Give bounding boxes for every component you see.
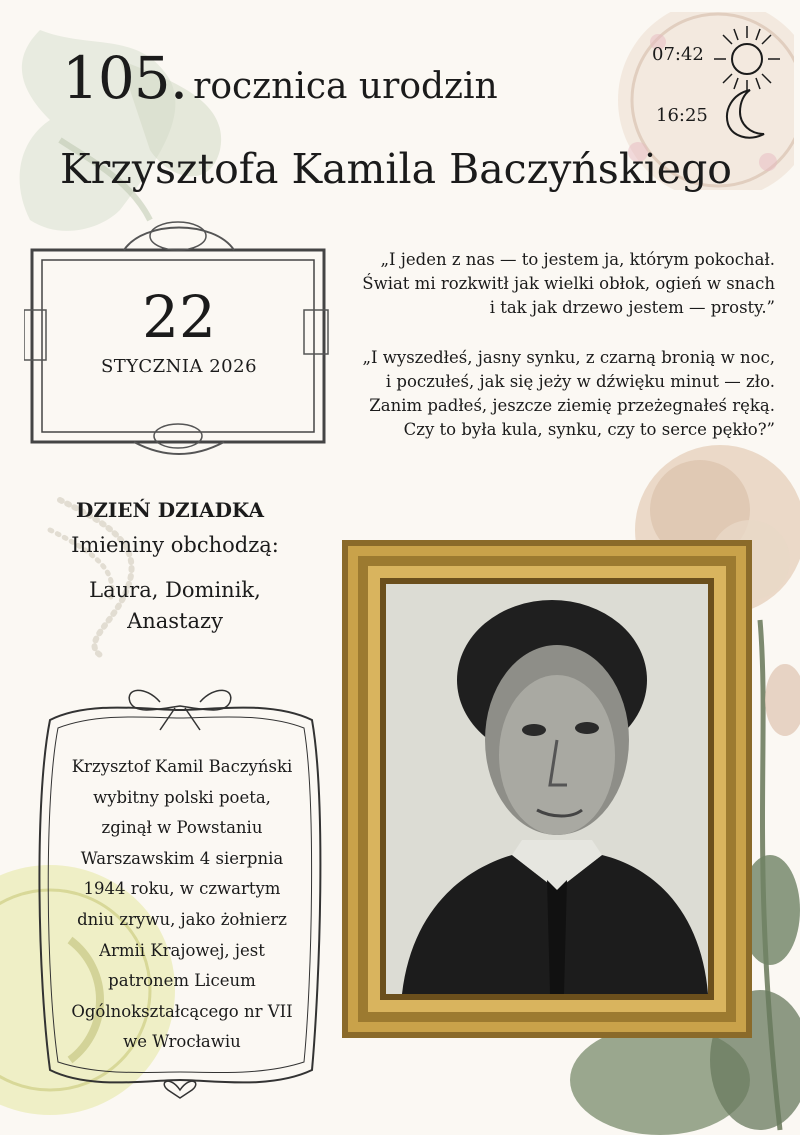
quote-line: Czy to była kula, synku, czy to serce pękło?” (403, 420, 775, 439)
quote-line: i poczułeś, jak się jeży w dźwięku minut — zło. (385, 372, 775, 391)
poet-name-title: Krzysztofa Kamila Baczyńskiego (60, 145, 732, 193)
quote-second (345, 346, 775, 442)
date-day: 22 (142, 283, 216, 351)
quote-first (345, 248, 775, 320)
date-month-year: STYCZNIA 2026 (100, 356, 258, 377)
sun-icon (712, 24, 782, 94)
bio-line: Warszawskim 4 sierpnia (80, 848, 284, 868)
quote-line: i tak jak drzewo jestem — prosty.” (489, 298, 775, 317)
bio-line: Ogólnokształcącego nr VII (71, 1001, 293, 1021)
portrait-photo (342, 540, 752, 1038)
holiday-name: DZIEŃ DZIADKA (75, 498, 265, 522)
bio-line: we Wrocławiu (123, 1032, 241, 1052)
bio-line: 1944 roku, w czwartym (83, 879, 281, 899)
quote-line: Świat mi rozkwitł jak wielki obłok, ogień w snach (362, 274, 775, 293)
bio-line: Krzysztof Kamil Baczyński (71, 757, 293, 776)
bio-line: wybitny polski poeta, (93, 787, 271, 807)
name-day-line: Laura, Dominik, (89, 578, 261, 602)
quote-line: „I jeden z nas — to jestem ja, którym pokochał. (380, 250, 775, 269)
moon-icon (720, 86, 772, 142)
sunset-time: 16:25 (656, 105, 708, 126)
sunrise-time: 07:42 (652, 44, 704, 65)
bio-line: dniu zrywu, jako żołnierz (77, 909, 287, 929)
quote-line: Zanim padłeś, jeszcze ziemię przeżegnałeś ręką. (369, 396, 775, 415)
name-day-names (40, 575, 310, 637)
page-title (62, 44, 498, 112)
bio-line: Armii Krajowej, jest (99, 940, 265, 960)
anniversary-number: 105. (62, 44, 188, 112)
bio-line: patronem Liceum (108, 971, 256, 991)
name-day-line: Anastazy (127, 609, 223, 633)
name-day-label: Imieniny obchodzą: (71, 533, 279, 557)
quote-line: „I wyszedłeś, jasny synku, z czarną bronią w noc, (362, 348, 775, 367)
anniversary-label: rocznica urodzin (193, 66, 498, 107)
bio-text (44, 752, 320, 1058)
bio-line: zginął w Powstaniu (101, 818, 263, 838)
